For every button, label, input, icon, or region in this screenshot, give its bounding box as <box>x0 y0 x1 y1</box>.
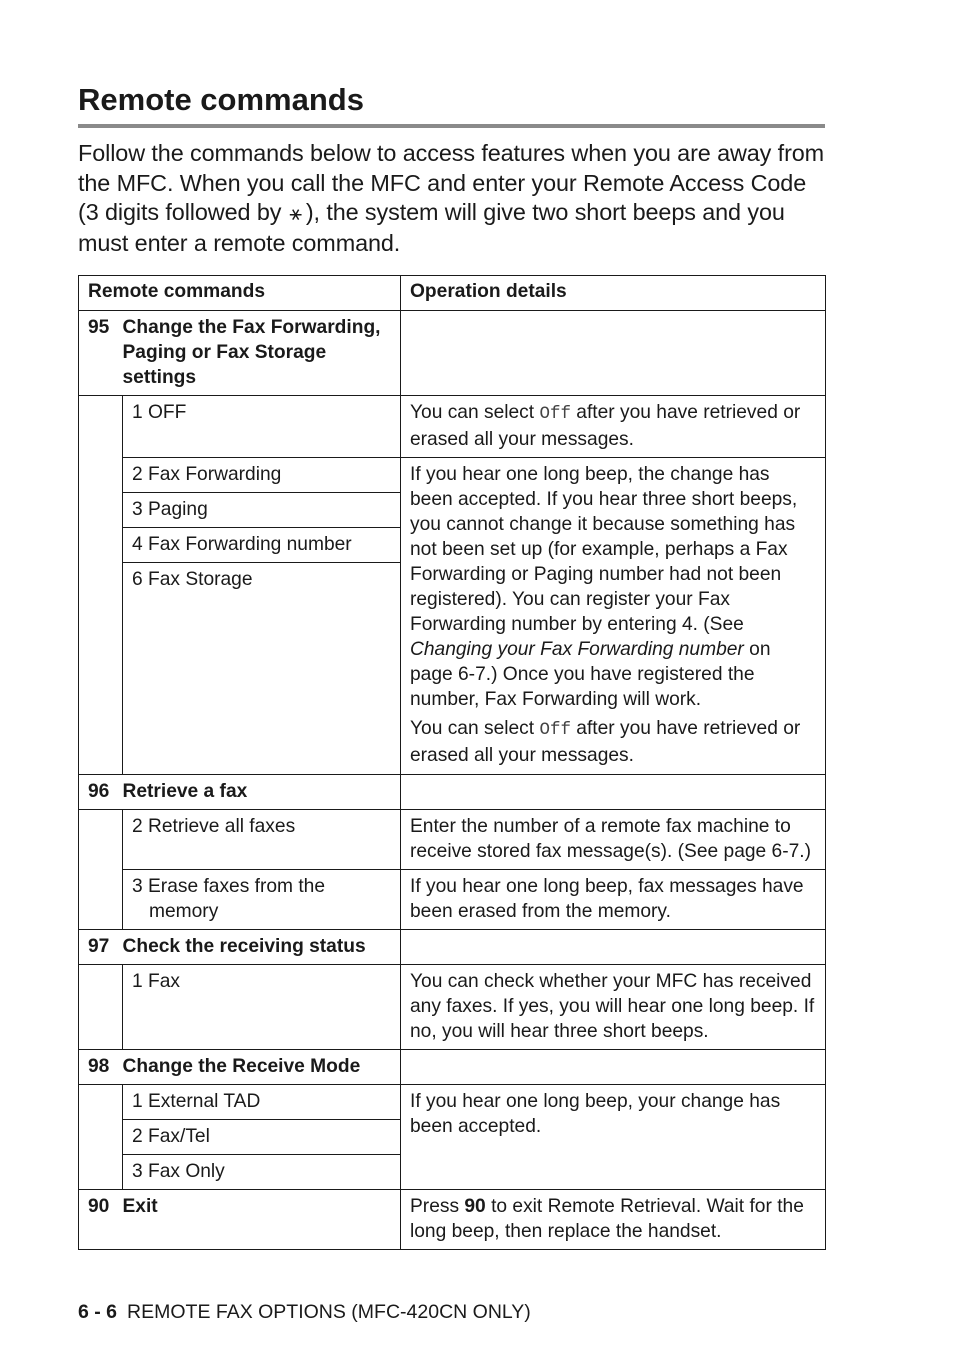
page-title: Remote commands <box>78 82 364 117</box>
command-number-96: 96 <box>79 775 123 810</box>
subcommand-1-off: 1 OFF <box>123 396 401 458</box>
header-operation-details: Operation details <box>401 276 826 311</box>
subcommand-2-fax-forwarding: 2 Fax Forwarding <box>123 458 401 493</box>
spacer-cell <box>79 1120 123 1155</box>
subcommand-1-external-tad: 1 External TAD <box>123 1085 401 1120</box>
spacer-cell <box>79 965 123 1050</box>
lcd-text-off: Off <box>539 404 571 424</box>
table-row <box>79 870 826 930</box>
details-paragraph-1 <box>410 462 817 712</box>
section-title: REMOTE FAX OPTIONS (MFC-420CN ONLY) <box>127 1301 531 1323</box>
details-text: after you have retrieved or erased all your messages. <box>410 402 801 450</box>
command-label-96: Retrieve a fax <box>123 775 401 810</box>
spacer-cell <box>79 1155 123 1190</box>
intro-paragraph <box>78 139 828 258</box>
command-number-90: 90 <box>79 1190 123 1250</box>
title-rule <box>78 124 825 128</box>
page-footer <box>78 1299 531 1325</box>
details-text: after you have retrieved or erased all your messages. <box>410 718 801 766</box>
table-row <box>79 1190 826 1250</box>
details-cell-empty <box>401 311 826 396</box>
intro-text-1: Follow the commands below to access features when you are away from the MFC. When you call the MFC and enter your Remote Access Code (3 digits followed by <box>78 140 825 226</box>
details-text: You can select <box>410 718 540 739</box>
subcommand-3-erase-faxes: 3 Erase faxes from the memory <box>123 870 401 930</box>
details-1-fax: You can check whether your MFC has received any faxes. If yes, you will hear one long beep. If no, you will hear three short beeps. <box>401 965 826 1050</box>
table-row <box>79 810 826 870</box>
table-header-row <box>79 276 826 311</box>
details-exit <box>401 1190 826 1250</box>
details-shared-95 <box>401 458 826 775</box>
command-number-95: 95 <box>79 311 123 396</box>
spacer-cell <box>79 563 123 775</box>
details-2-retrieve-all-faxes: Enter the number of a remote fax machine to receive stored fax message(s). (See page 6-7.) <box>401 810 826 870</box>
subcommand-2-fax-tel: 2 Fax/Tel <box>123 1120 401 1155</box>
details-1-off <box>401 396 826 458</box>
cross-reference: Changing your Fax Forwarding number <box>410 639 744 660</box>
remote-commands-table <box>78 275 826 1250</box>
page-number: 6 - 6 <box>78 1301 118 1323</box>
star-key-icon: ⚹ <box>289 202 302 226</box>
spacer-cell <box>79 396 123 458</box>
subcommand-4-fax-forwarding-number: 4 Fax Forwarding number <box>123 528 401 563</box>
command-label-95: Change the Fax Forwarding, Paging or Fax Storage settings <box>123 311 401 396</box>
table-row <box>79 311 826 396</box>
details-3-erase-faxes: If you hear one long beep, fax messages have been erased from the memory. <box>401 870 826 930</box>
subcommand-1-fax: 1 Fax <box>123 965 401 1050</box>
subcommand-2-retrieve-all-faxes: 2 Retrieve all faxes <box>123 810 401 870</box>
command-label-90: Exit <box>123 1190 401 1250</box>
details-cell-empty <box>401 775 826 810</box>
subcommand-6-fax-storage: 6 Fax Storage <box>123 563 401 775</box>
spacer-cell <box>79 870 123 930</box>
details-text: If you hear one long beep, the change has been accepted. If you hear three short beeps, you cannot change it because something has not been set up (for example, perhaps a Fax Forwarding or Paging number had not been registered). You can register your Fax Forwarding number by entering 4. (See <box>410 464 798 635</box>
bold-key-90: 90 <box>464 1196 486 1217</box>
details-text: to exit Remote Retrieval. Wait for the long beep, then replace the handset. <box>410 1196 804 1242</box>
command-label-98: Change the Receive Mode <box>123 1050 401 1085</box>
spacer-cell <box>79 528 123 563</box>
details-paragraph-2 <box>410 716 817 768</box>
command-label-97: Check the receiving status <box>123 930 401 965</box>
spacer-cell <box>79 458 123 493</box>
table-row <box>79 396 826 458</box>
table-row <box>79 930 826 965</box>
details-text: on page 6-7.) Once you have registered the number, Fax Forwarding will work. <box>410 639 771 710</box>
subcommand-3-paging: 3 Paging <box>123 493 401 528</box>
header-remote-commands: Remote commands <box>79 276 401 311</box>
details-shared-98: If you hear one long beep, your change has been accepted. <box>401 1085 826 1190</box>
subcommand-3-fax-only: 3 Fax Only <box>123 1155 401 1190</box>
command-number-98: 98 <box>79 1050 123 1085</box>
table-row <box>79 775 826 810</box>
details-cell-empty <box>401 1050 826 1085</box>
table-row <box>79 1050 826 1085</box>
table-row <box>79 1085 826 1120</box>
details-text: You can select <box>410 402 540 423</box>
lcd-text-off: Off <box>539 720 571 740</box>
spacer-cell <box>79 493 123 528</box>
spacer-cell <box>79 1085 123 1120</box>
intro-text-2: ), the system will give two short beeps and you must enter a remote command. <box>78 199 785 256</box>
details-cell-empty <box>401 930 826 965</box>
details-text: Press <box>410 1196 465 1217</box>
table-row <box>79 965 826 1050</box>
command-number-97: 97 <box>79 930 123 965</box>
table-row <box>79 458 826 493</box>
spacer-cell <box>79 810 123 870</box>
